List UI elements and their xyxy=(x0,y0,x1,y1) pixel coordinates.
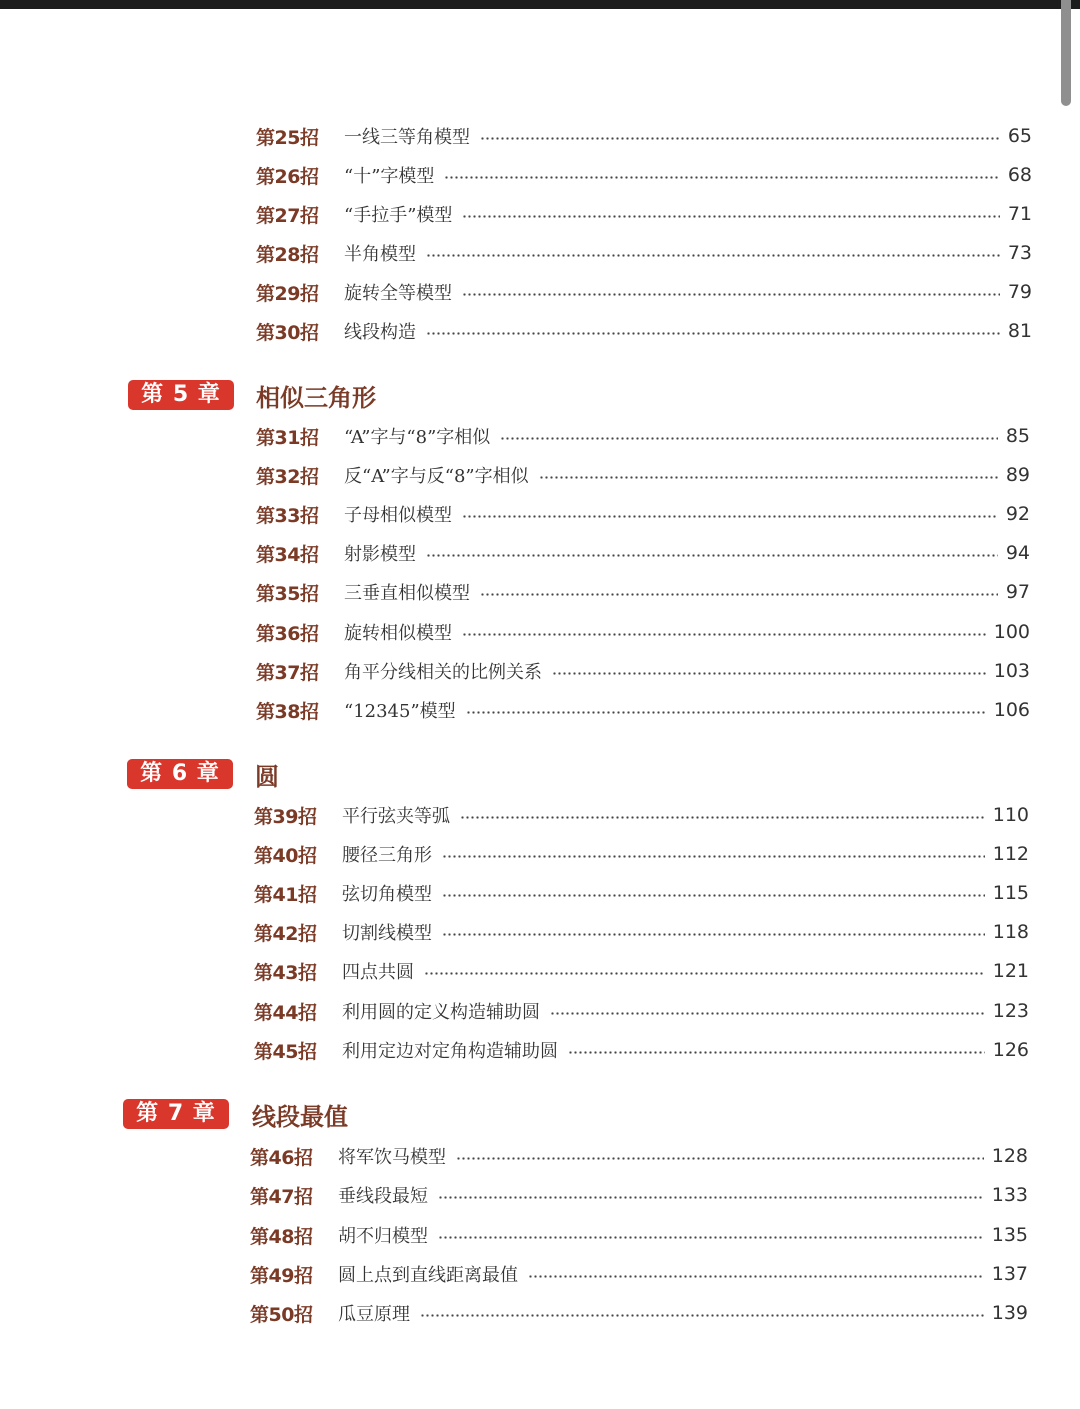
toc-entry[interactable] xyxy=(256,576,1030,608)
entry-title: “A”字与“8”字相似 xyxy=(344,427,491,448)
entry-number: 第39招 xyxy=(254,805,317,828)
toc-entry[interactable] xyxy=(256,159,1032,191)
entry-page-number: 89 xyxy=(1005,464,1030,486)
dot-leader xyxy=(550,1012,985,1015)
dot-leader xyxy=(462,515,998,518)
entry-number: 第45招 xyxy=(254,1040,317,1063)
entry-number: 第29招 xyxy=(256,282,319,305)
chapter-title: 相似三角形 xyxy=(256,384,376,412)
entry-page-number: 135 xyxy=(991,1224,1028,1246)
entry-number: 第36招 xyxy=(256,622,319,645)
dot-leader xyxy=(426,332,1000,335)
entry-page-number: 106 xyxy=(993,699,1030,721)
entry-number: 第26招 xyxy=(256,165,319,188)
entry-title: 线段构造 xyxy=(344,322,416,343)
entry-page-number: 85 xyxy=(1005,425,1030,447)
entry-title: “十”字模型 xyxy=(344,166,435,187)
entry-title: 垂线段最短 xyxy=(338,1186,428,1207)
entry-title: 旋转相似模型 xyxy=(344,623,452,644)
dot-leader xyxy=(528,1275,984,1278)
entry-number: 第37招 xyxy=(256,661,319,684)
entry-title: 将军饮马模型 xyxy=(338,1147,446,1168)
entry-title: 旋转全等模型 xyxy=(344,283,452,304)
chapter-badge: 第 7 章 xyxy=(123,1099,229,1129)
dot-leader xyxy=(426,254,1000,257)
entry-title: 切割线模型 xyxy=(342,923,432,944)
dot-leader xyxy=(438,1236,984,1239)
toc-entry[interactable] xyxy=(256,498,1030,530)
toc-entry[interactable] xyxy=(256,616,1030,648)
dot-leader xyxy=(480,593,998,596)
entry-page-number: 94 xyxy=(1005,542,1030,564)
dot-leader xyxy=(500,437,998,440)
dot-leader xyxy=(424,972,985,975)
entry-number: 第43招 xyxy=(254,961,317,984)
dot-leader xyxy=(462,293,1000,296)
entry-number: 第32招 xyxy=(256,465,319,488)
entry-page-number: 71 xyxy=(1007,203,1032,225)
entry-page-number: 137 xyxy=(991,1263,1028,1285)
entry-title: 半角模型 xyxy=(344,244,416,265)
dot-leader xyxy=(462,633,986,636)
entry-page-number: 97 xyxy=(1005,581,1030,603)
entry-page-number: 128 xyxy=(991,1145,1028,1167)
dot-leader xyxy=(456,1157,984,1160)
entry-page-number: 100 xyxy=(993,621,1030,643)
toc-entry[interactable] xyxy=(256,120,1032,152)
entry-number: 第42招 xyxy=(254,922,317,945)
toc-entry[interactable] xyxy=(250,1258,1028,1290)
toc-entry[interactable] xyxy=(256,315,1032,347)
toc-entry[interactable] xyxy=(256,655,1030,687)
entry-page-number: 123 xyxy=(992,1000,1029,1022)
entry-title: 胡不归模型 xyxy=(338,1226,428,1247)
toc-entry[interactable] xyxy=(256,198,1032,230)
entry-page-number: 92 xyxy=(1005,503,1030,525)
entry-number: 第33招 xyxy=(256,504,319,527)
toc-entry[interactable] xyxy=(250,1219,1028,1251)
entry-title: 弦切角模型 xyxy=(342,884,432,905)
entry-number: 第31招 xyxy=(256,426,319,449)
entry-page-number: 79 xyxy=(1007,281,1032,303)
dot-leader xyxy=(426,554,998,557)
entry-title: 利用圆的定义构造辅助圆 xyxy=(342,1002,540,1023)
entry-title: 利用定边对定角构造辅助圆 xyxy=(342,1041,558,1062)
entry-number: 第25招 xyxy=(256,126,319,149)
entry-title: 子母相似模型 xyxy=(344,505,452,526)
entry-number: 第47招 xyxy=(250,1185,313,1208)
dot-leader xyxy=(438,1196,984,1199)
entry-title: 四点共圆 xyxy=(342,962,414,983)
entry-number: 第46招 xyxy=(250,1146,313,1169)
entry-title: 角平分线相关的比例关系 xyxy=(344,662,542,683)
dot-leader xyxy=(462,215,999,218)
toc-entry[interactable] xyxy=(256,537,1030,569)
entry-title: 平行弦夹等弧 xyxy=(342,806,450,827)
entry-title: “手拉手”模型 xyxy=(344,205,453,226)
toc-entry[interactable] xyxy=(254,877,1029,909)
entry-page-number: 126 xyxy=(992,1039,1029,1061)
entry-title: 三垂直相似模型 xyxy=(344,583,470,604)
entry-page-number: 68 xyxy=(1007,164,1032,186)
toc-entry[interactable] xyxy=(250,1140,1028,1172)
top-bar xyxy=(0,0,1080,9)
dot-leader xyxy=(442,894,985,897)
dot-leader xyxy=(420,1314,984,1317)
toc-entry[interactable] xyxy=(256,276,1032,308)
entry-title: 瓜豆原理 xyxy=(338,1304,410,1325)
entry-page-number: 81 xyxy=(1007,320,1032,342)
toc-entry[interactable] xyxy=(256,237,1032,269)
entry-page-number: 115 xyxy=(992,882,1029,904)
entry-title: 圆上点到直线距离最值 xyxy=(338,1265,518,1286)
entry-number: 第49招 xyxy=(250,1264,313,1287)
toc-entry[interactable] xyxy=(254,995,1029,1027)
entry-number: 第35招 xyxy=(256,582,319,605)
entry-number: 第30招 xyxy=(256,321,319,344)
dot-leader xyxy=(444,176,999,179)
toc-entry[interactable] xyxy=(256,420,1030,452)
entry-title: 一线三等角模型 xyxy=(344,127,470,148)
toc-entry[interactable] xyxy=(254,1034,1029,1066)
toc-page xyxy=(0,9,1080,1409)
toc-entry[interactable] xyxy=(250,1179,1028,1211)
entry-number: 第27招 xyxy=(256,204,319,227)
toc-entry[interactable] xyxy=(254,799,1029,831)
entry-title: 射影模型 xyxy=(344,544,416,565)
entry-page-number: 103 xyxy=(993,660,1030,682)
entry-number: 第40招 xyxy=(254,844,317,867)
entry-page-number: 112 xyxy=(992,843,1029,865)
toc-entry[interactable] xyxy=(254,838,1029,870)
entry-page-number: 133 xyxy=(991,1184,1028,1206)
entry-number: 第41招 xyxy=(254,883,317,906)
toc-entry[interactable] xyxy=(250,1297,1028,1329)
dot-leader xyxy=(568,1051,985,1054)
dot-leader xyxy=(466,711,986,714)
dot-leader xyxy=(442,855,985,858)
chapter-title: 圆 xyxy=(255,763,279,791)
entry-title: 腰径三角形 xyxy=(342,845,432,866)
entry-number: 第44招 xyxy=(254,1001,317,1024)
entry-number: 第38招 xyxy=(256,700,319,723)
chapter-badge: 第 5 章 xyxy=(128,380,234,410)
entry-page-number: 73 xyxy=(1007,242,1032,264)
dot-leader xyxy=(539,476,998,479)
dot-leader xyxy=(552,672,986,675)
toc-entry[interactable] xyxy=(256,459,1030,491)
entry-number: 第50招 xyxy=(250,1303,313,1326)
toc-entry[interactable] xyxy=(256,694,1030,726)
chapter-badge: 第 6 章 xyxy=(127,759,233,789)
entry-number: 第48招 xyxy=(250,1225,313,1248)
entry-page-number: 118 xyxy=(992,921,1029,943)
toc-entry[interactable] xyxy=(254,916,1029,948)
entry-page-number: 121 xyxy=(992,960,1029,982)
chapter-title: 线段最值 xyxy=(252,1103,348,1131)
dot-leader xyxy=(460,816,985,819)
entry-number: 第28招 xyxy=(256,243,319,266)
entry-page-number: 65 xyxy=(1007,125,1032,147)
toc-entry[interactable] xyxy=(254,955,1029,987)
entry-page-number: 110 xyxy=(992,804,1029,826)
entry-title: “12345”模型 xyxy=(344,701,456,722)
entry-title: 反“A”字与反“8”字相似 xyxy=(344,466,529,487)
dot-leader xyxy=(442,933,985,936)
entry-number: 第34招 xyxy=(256,543,319,566)
entry-page-number: 139 xyxy=(991,1302,1028,1324)
dot-leader xyxy=(480,137,1000,140)
